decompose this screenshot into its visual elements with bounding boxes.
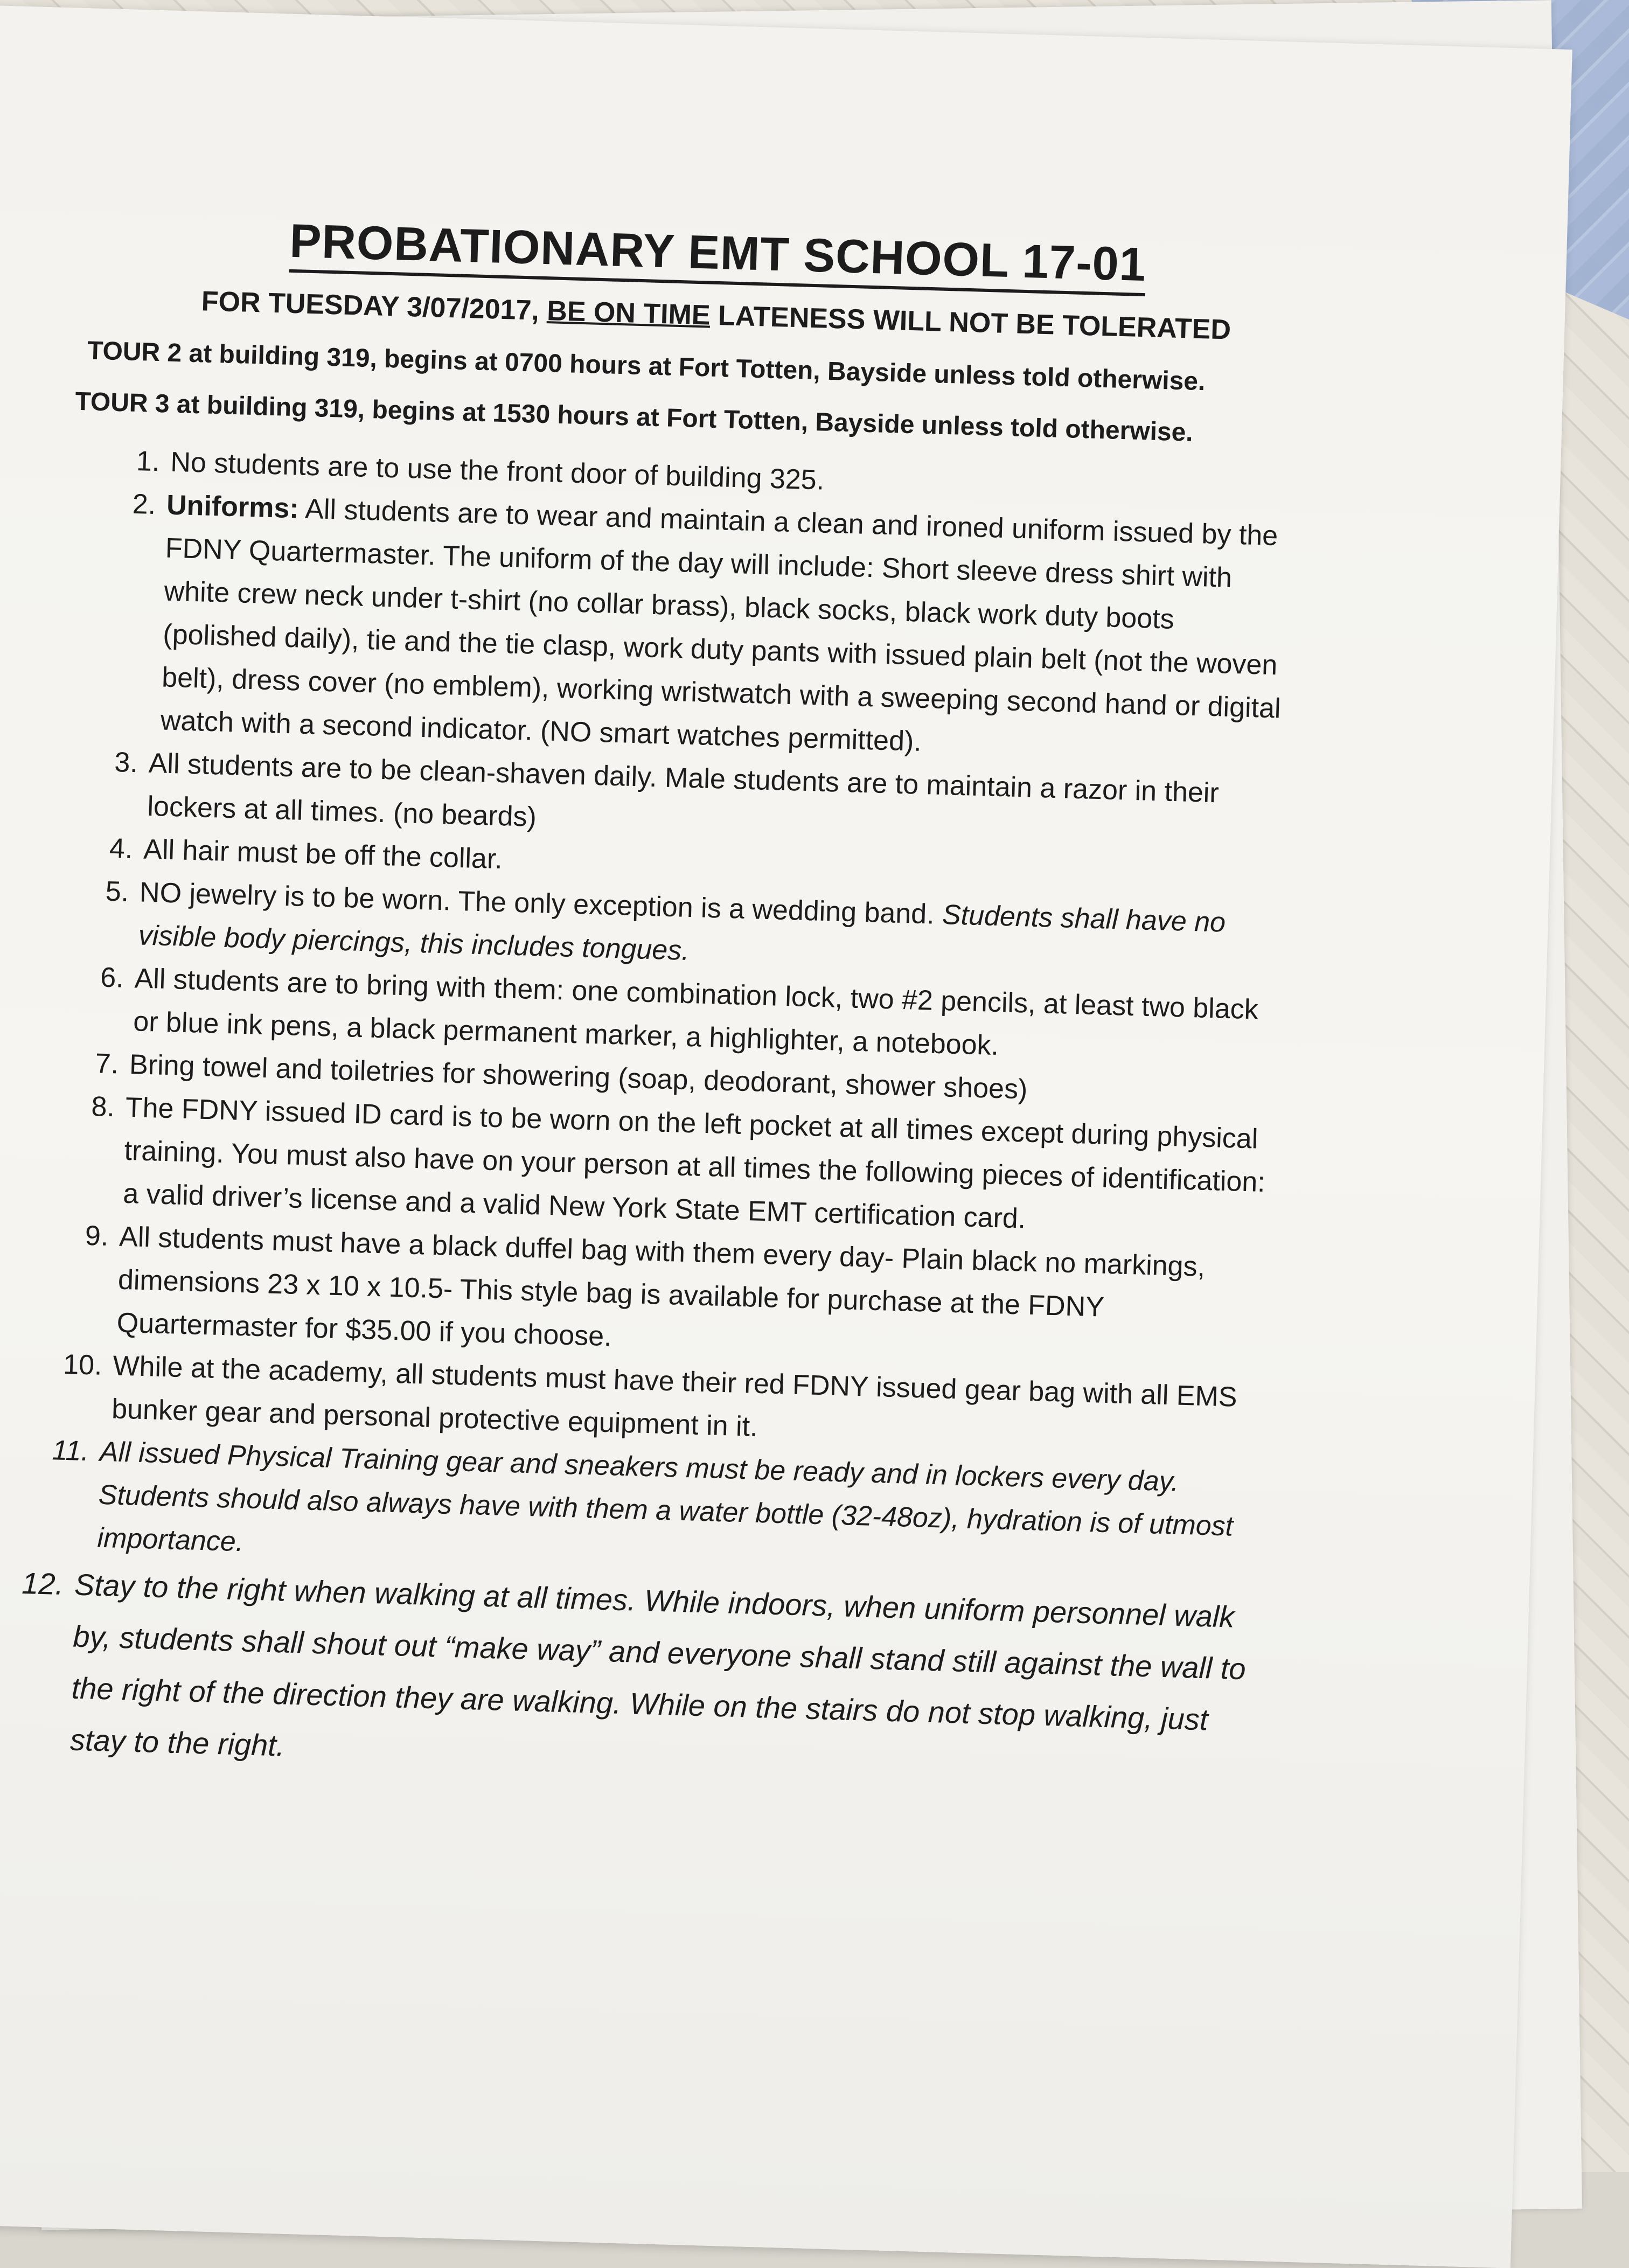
list-item: 9. All students must have a black duffel bag with them every day- Plain black no markings, dimensions 23 x 10 x 10.5- This style bag is available for purchase at the FDNY Quartermaster for $35.00 if you choose. [85,1220,1206,1353]
list-item: 1. No students are to use the front door of building 325. [136,445,825,496]
list-item: 12. Stay to the right when walking at all times. While indoors, when uniform personnel walk by, students shall shout out “make way” and everyone shall stand still against the wall to the right of the direction they are walking. While on the stairs do not stop walking, just stay to the right. [21,1566,1247,1763]
list-item: 3. All students are to be clean-shaven daily. Male students are to maintain a razor in their lockers at all times. (no beards) [114,747,1220,833]
tour-3-notice: TOUR 3 at building 319, begins at 1530 hours at Fort Totten, Bayside unless told otherwise. [74,387,1194,447]
rules-list [21,438,1291,1799]
tour-2-notice: TOUR 2 at building 319, begins at 0700 hours at Fort Totten, Bayside unless told otherwise. [87,336,1206,396]
list-item: 4. All hair must be off the collar. [109,832,503,875]
document-title: PROBATIONARY EMT SCHOOL 17-01 [79,207,1298,296]
list-item: 6. All students are to bring with them: one combination lock, two #2 pencils, at least two black or blue ink pens, a black permanent marker, a highlighter, a notebook. [100,962,1259,1062]
date-notice: FOR TUESDAY 3/07/2017, BE ON TIME LATENESS WILL NOT BE TOLERATED [201,286,1231,346]
list-item: 8. The FDNY issued ID card is to be worn on the left pocket at all times except during physical training. You must also have on your person at all times the following pieces of identification: a valid driver’s license and a valid New York State EMT certification card. [90,1091,1266,1235]
list-item: 5. NO jewelry is to be worn. The only exception is a wedding band. Students shall have no visible body piercings, this includes tongues. [105,875,1226,966]
document-content [21,207,1298,1799]
document-page [0,5,1572,2268]
list-item: 10. While at the academy, all students must have their red FDNY issued gear bag with all EMS bunker gear and personal protective equipment in it. [62,1348,1238,1443]
list-item: 11. All issued Physical Training gear and sneakers must be ready and in lockers every day. Students should also always have with them a water bottle (32-48oz), hydration is of utmost importance. [51,1435,1234,1558]
be-on-time-emphasis: BE ON TIME [546,295,711,331]
list-item: 7. Bring towel and toiletries for showering (soap, deodorant, shower shoes) [95,1048,1028,1105]
list-item: 2. Uniforms: All students are to wear and maintain a clean and ironed uniform issued by the FDNY Quartermaster. The uniform of the day will include: Short sleeve dress shirt with white crew neck under t-shirt (no collar brass), black socks, black work duty boots (polished daily), tie and the tie clasp, work duty pants with issued plain belt (not the woven belt), dress cover (no emblem), working wristwatch with a sweeping second hand or digital watch with a second indicator. (NO smart watches permitted). [132,488,1282,757]
